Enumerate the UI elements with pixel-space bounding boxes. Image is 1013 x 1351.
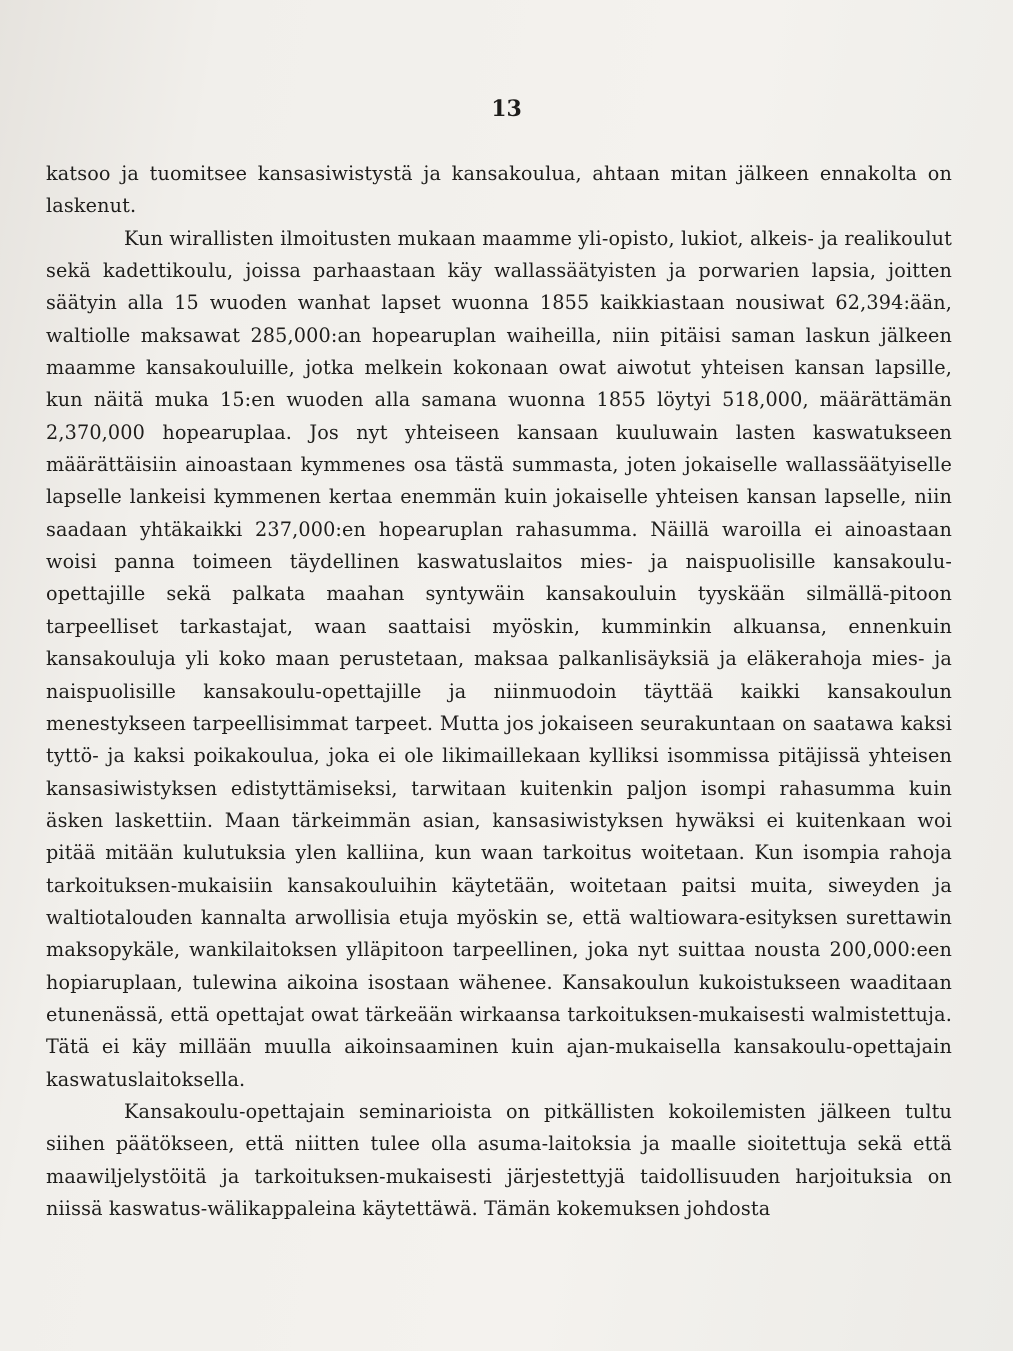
paragraph: Kun wirallisten ilmoitusten mukaan maamme yli-opisto, lukiot, alkeis- ja realikoulut sekä kadettikoulu, joissa parhaastaan käy wallassäätyisten ja porwarien lapsia, joitten säätyin alla 15 wuoden wanhat lapset wuonna 1855 kaikkiastaan nousiwat 62,394:ään, waltiolle maksawat 285,000:an hopearuplan waiheilla, niin pitäisi saman laskun jälkeen maamme kansakouluille, jotka melkein kokonaan owat aiwotut yhteisen kansan lapsille, kun näitä muka 15:en wuoden alla samana wuonna 1855 löytyi 518,000, määrättämän 2,370,000 hopearuplaa. Jos nyt yhteiseen kansaan kuuluwain lasten kaswatukseen määrättäisiin ainoastaan kymmenes osa tästä summasta, joten jokaiselle wallassäätyiselle lapselle lankeisi kymmenen kertaa enemmän kuin jokaiselle yhteisen kansan lapselle, niin saadaan yhtäkaikki 237,000:en hopearuplan rahasumma. Näillä waroilla ei ainoastaan woisi panna toimeen täydellinen kaswatuslaitos mies- ja naispuolisille kansakoulu-opettajille sekä palkata maahan syntywäin kansakouluin tyyskään silmällä-pitoon tarpeelliset tarkastajat, waan saattaisi myöskin, kumminkin alkuansa, ennenkuin kansakouluja yli koko maan perustetaan, maksaa palkanlisäyksiä ja eläkerahoja mies- ja naispuolisille kansakoulu-opettajille ja niinmuodoin täyttää kaikki kansakoulun menestykseen tarpeellisimmat tarpeet. Mutta jos jokaiseen seurakuntaan on saatawa kaksi tyttö- ja kaksi poikakoulua, joka ei ole likimaillekaan kylliksi isommissa pitäjissä yhteisen kansasiwistyksen edistyttämiseksi, tarwitaan kuitenkin paljon isompi rahasumma kuin äsken laskettiin. Maan tärkeimmän asian, kansasiwistyksen hywäksi ei kuitenkaan woi pitää mitään kulutuksia ylen kalliina, kun waan tarkoitus woitetaan. Kun isompia rahoja tarkoituksen-mukaisiin kansakouluihin käytetään, woitetaan paitsi muita, siweyden ja waltiotalouden kannalta arwollisia etuja myöskin se, että waltiowara-esityksen surettawin maksopykäle, wankilaitoksen ylläpitoon tarpeellinen, joka nyt suittaa nousta 200,000:een hopiaruplaan, tulewina aikoina isostaan wähenee. Kansakoulun kukoistukseen waaditaan etunenässä, että opettajat owat tärkeään wirkaansa tarkoituksen-mukaisesti walmistettuja. Tätä ei käy millään muulla aikoinsaaminen kuin ajan-mukaisella kansakoulu-opettajain kaswatuslaitoksella. xyxy=(46,226,952,1091)
paragraph: Kansakoulu-opettajain seminarioista on pitkällisten kokoilemisten jälkeen tultu siihen päätökseen, että niitten tulee olla asuma-laitoksia ja maalle sioitettuja sekä että maawiljelystöitä ja tarkoituksen-mukaisesti järjestettyjä taidollisuuden harjoituksia on niissä kaswatus-wälikappaleina käytettäwä. Tämän kokemuksen johdosta xyxy=(46,1099,952,1220)
paragraph-continuation: katsoo ja tuomitsee kansasiwistystä ja kansakoulua, ahtaan mitan jälkeen ennakolta on laskenut. xyxy=(46,162,952,218)
page-number: 13 xyxy=(491,96,522,122)
page-text xyxy=(46,158,952,1225)
